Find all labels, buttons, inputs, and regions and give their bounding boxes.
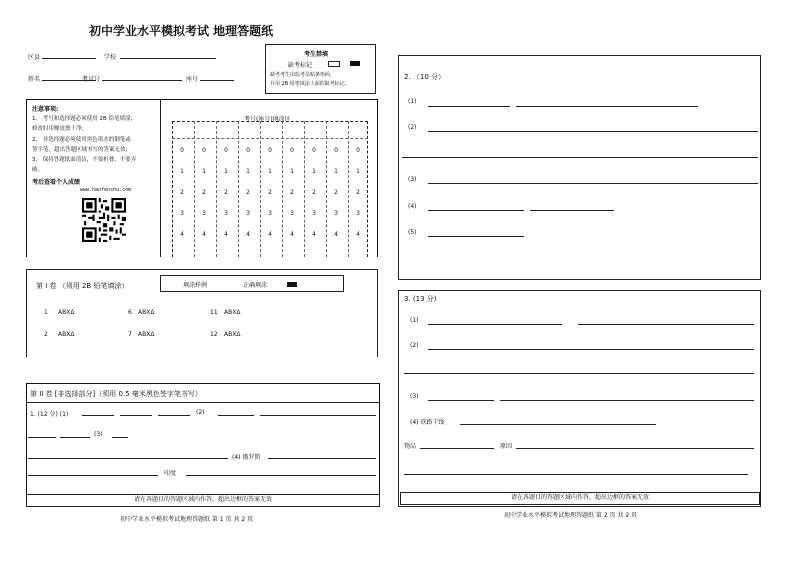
- exam-digit-bubble[interactable]: 3: [290, 210, 294, 217]
- answer-line[interactable]: [516, 106, 698, 107]
- answer-line[interactable]: [28, 475, 158, 476]
- seat-no-label: 座号: [186, 76, 199, 83]
- answer-line[interactable]: [578, 324, 754, 325]
- goods-label: 物品: [404, 443, 417, 450]
- qr-code-icon[interactable]: [82, 198, 126, 242]
- answer-line[interactable]: [420, 448, 494, 449]
- answer-line[interactable]: [186, 475, 376, 476]
- answer-line[interactable]: [428, 349, 754, 350]
- answer-line[interactable]: [260, 415, 376, 416]
- question-number: 7: [128, 331, 132, 338]
- exam-digit-bubble[interactable]: 2: [334, 189, 338, 196]
- exam-digit-bubble[interactable]: 1: [290, 168, 294, 175]
- q1-4-label: (4) 俄罗斯: [232, 454, 261, 461]
- exam-digit-bubble[interactable]: 1: [312, 168, 316, 175]
- right-page-footer: 初中学业水平模拟考试地理答题纸 第 2 页 共 2 页: [504, 512, 638, 519]
- exam-digit-bubble[interactable]: 0: [334, 147, 338, 154]
- answer-line[interactable]: [112, 437, 128, 438]
- exam-digit-bubble[interactable]: 0: [290, 147, 294, 154]
- q2-4-label: (4): [408, 203, 417, 210]
- exam-digit-bubble[interactable]: 3: [356, 210, 360, 217]
- district-field[interactable]: [42, 58, 96, 59]
- exam-digit-bubble[interactable]: 0: [224, 147, 228, 154]
- reason-label: 原因: [500, 443, 513, 450]
- q3-1-label: (1): [410, 317, 419, 324]
- q3-2-label: (2): [410, 342, 419, 349]
- exam-digit-bubble[interactable]: 2: [290, 189, 294, 196]
- q2-2-label: (2): [408, 124, 417, 131]
- question-options[interactable]: ABXΔ: [224, 309, 241, 316]
- answer-line[interactable]: [268, 458, 376, 459]
- exam-digit-bubble[interactable]: 1: [356, 168, 360, 175]
- q3-4-label: (4) 铁路干线: [410, 419, 445, 426]
- answer-line[interactable]: [460, 424, 656, 425]
- notice-item: 3、 保持答题纸面清洁，不要折叠，不要弄: [32, 157, 137, 163]
- exam-digit-bubble[interactable]: 2: [202, 189, 206, 196]
- exam-digit-bubble[interactable]: 0: [180, 147, 184, 154]
- question-options[interactable]: ABXΔ: [138, 309, 155, 316]
- q2-1-label: (1): [408, 98, 417, 105]
- exam-digit-bubble[interactable]: 2: [268, 189, 272, 196]
- answer-line[interactable]: [428, 210, 524, 211]
- answer-line[interactable]: [120, 415, 152, 416]
- notice-item: 修改时用橡皮擦干净；: [32, 126, 88, 132]
- q2-3-label: (3): [408, 176, 417, 183]
- question-options[interactable]: ABXΔ: [224, 331, 241, 338]
- answer-line[interactable]: [428, 324, 562, 325]
- answer-line[interactable]: [428, 236, 524, 237]
- right-warning-banner: 请在各题目的答题区域内作答，超出边框的答案无效: [400, 492, 760, 505]
- exam-digit-bubble[interactable]: 3: [246, 210, 250, 217]
- notice-item: 2、 非选择题必须使用黑色墨水的钢笔或: [32, 137, 131, 143]
- rules-note-2: 并用 2B 铅笔填涂上面的缺考标记。: [270, 81, 350, 87]
- q2-label: 2. （10 分）: [404, 73, 446, 81]
- answer-line[interactable]: [218, 415, 254, 416]
- exam-digit-bubble[interactable]: 4: [180, 231, 184, 238]
- india-label: 印度: [164, 470, 177, 477]
- seat-no-field[interactable]: [200, 80, 234, 81]
- exam-digit-bubble[interactable]: 1: [180, 168, 184, 175]
- exam-digit-bubble[interactable]: 4: [224, 231, 228, 238]
- score-label: 考后查看个人成绩: [32, 179, 81, 186]
- notice-divider: [160, 99, 161, 257]
- absent-hollow-mark: [328, 61, 340, 67]
- answer-line[interactable]: [428, 131, 758, 132]
- exam-digit-bubble[interactable]: 4: [246, 231, 250, 238]
- question-number: 11: [210, 309, 218, 316]
- answer-line[interactable]: [60, 437, 90, 438]
- correct-label: 正确填涂: [243, 282, 268, 289]
- notice-item: 签字笔，超出答题区域书写的答案无效；: [32, 147, 132, 153]
- exam-digit-bubble[interactable]: 4: [312, 231, 316, 238]
- answer-line[interactable]: [28, 437, 56, 438]
- answer-line[interactable]: [158, 415, 190, 416]
- school-field[interactable]: [120, 58, 216, 59]
- exam-digit-bubble[interactable]: 3: [268, 210, 272, 217]
- answer-line[interactable]: [428, 400, 494, 401]
- exam-digit-bubble[interactable]: 1: [268, 168, 272, 175]
- exam-digit-bubble[interactable]: 1: [224, 168, 228, 175]
- exam-digit-bubble[interactable]: 0: [246, 147, 250, 154]
- school-label: 学校: [104, 54, 117, 61]
- answer-line[interactable]: [428, 183, 758, 184]
- exam-digit-bubble[interactable]: 0: [312, 147, 316, 154]
- question-options[interactable]: ABXΔ: [138, 331, 155, 338]
- exam-no-field[interactable]: [102, 80, 182, 81]
- district-label: 区县: [28, 54, 41, 61]
- exam-digit-bubble[interactable]: 4: [290, 231, 294, 238]
- rules-title: 考生禁填: [304, 51, 329, 58]
- answer-line[interactable]: [516, 448, 754, 449]
- exam-digit-bubble[interactable]: 0: [202, 147, 206, 154]
- q1-2-label: (2): [196, 409, 205, 416]
- exam-digit-bubble[interactable]: 4: [356, 231, 360, 238]
- exam-digit-bubble[interactable]: 2: [224, 189, 228, 196]
- exam-digit-bubble[interactable]: 4: [202, 231, 206, 238]
- q2-frame: [398, 55, 761, 280]
- exam-no-label: 考试号: [82, 76, 101, 83]
- exam-digit-bubble[interactable]: 2: [356, 189, 360, 196]
- question-options[interactable]: ABXΔ: [58, 331, 75, 338]
- rules-box: [265, 44, 376, 94]
- exam-digit-bubble[interactable]: 3: [180, 210, 184, 217]
- sample-box: [160, 275, 344, 292]
- answer-line[interactable]: [82, 415, 114, 416]
- exam-digit-bubble[interactable]: 1: [334, 168, 338, 175]
- exam-digit-bubble[interactable]: 1: [246, 168, 250, 175]
- name-label: 姓名: [28, 76, 41, 83]
- exam-digit-bubble[interactable]: 3: [334, 210, 338, 217]
- part1-label: 第 I 卷 （须用 2B 铅笔填涂）: [36, 282, 129, 290]
- page-title: 初中学业水平模拟考试 地理答题纸: [89, 24, 274, 38]
- q1-3-label: (3): [94, 431, 103, 438]
- exam-digit-bubble[interactable]: 2: [312, 189, 316, 196]
- question-number: 6: [128, 309, 132, 316]
- score-url[interactable]: www.haofenshu.com: [80, 187, 132, 193]
- absent-label: 缺考标记: [288, 62, 313, 69]
- question-options[interactable]: ABXΔ: [58, 309, 75, 316]
- exam-digit-bubble[interactable]: 3: [224, 210, 228, 217]
- answer-line[interactable]: [500, 400, 754, 401]
- question-number: 2: [44, 331, 48, 338]
- notice-item: 1、 考号和选择题必须使用 2B 铅笔填涂，: [32, 116, 137, 122]
- q1-label: 1. (12 分) (1): [30, 411, 69, 418]
- exam-digit-bubble[interactable]: 0: [268, 147, 272, 154]
- q3-3-label: (3): [410, 393, 419, 400]
- exam-digit-bubble[interactable]: 4: [334, 231, 338, 238]
- notice-item: 破。: [32, 167, 44, 173]
- question-number: 12: [210, 331, 218, 338]
- answer-line[interactable]: [404, 373, 754, 374]
- answer-line[interactable]: [402, 157, 758, 158]
- sample-label: 填涂样例: [183, 282, 208, 289]
- answer-line[interactable]: [428, 106, 510, 107]
- rules-note-1: 缺考考生由监考员贴条形码，: [270, 72, 336, 78]
- exam-digit-bubble[interactable]: 3: [202, 210, 206, 217]
- exam-digit-bubble[interactable]: 2: [180, 189, 184, 196]
- part2-label: 第 II 卷 [非选择部分]（须用 0.5 毫米黑色签字笔书写）: [30, 390, 202, 398]
- left-warning-banner: 请在各题目的答题区域内作答，超出边框的答案无效: [26, 494, 380, 507]
- question-number: 1: [44, 309, 48, 316]
- exam-digit-bubble[interactable]: 0: [356, 147, 360, 154]
- notice-title: 注意事项:: [32, 106, 59, 113]
- exam-digit-bubble[interactable]: 2: [246, 189, 250, 196]
- correct-fill-mark: [287, 282, 297, 287]
- answer-line[interactable]: [530, 210, 614, 211]
- exam-digit-bubble[interactable]: 4: [268, 231, 272, 238]
- exam-digit-bubble[interactable]: 1: [202, 168, 206, 175]
- exam-grid-title: 考号(座号)填涂区: [244, 116, 291, 123]
- answer-line[interactable]: [404, 474, 748, 475]
- exam-digit-bubble[interactable]: 3: [312, 210, 316, 217]
- absent-solid-mark[interactable]: [350, 61, 360, 66]
- q3-label: 3. (13 分): [404, 295, 437, 303]
- answer-line[interactable]: [28, 458, 228, 459]
- left-page-footer: 初中学业水平模拟考试地理答题纸 第 1 页 共 2 页: [120, 516, 254, 523]
- q2-5-label: (5): [408, 229, 417, 236]
